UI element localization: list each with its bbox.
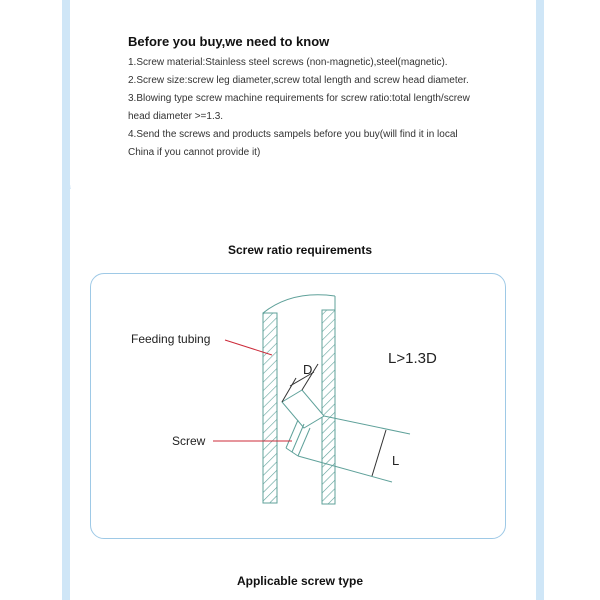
screw-label: Screw: [172, 434, 206, 448]
ratio-formula: L>1.3D: [388, 350, 437, 367]
screw-type-section-title: Applicable screw type: [236, 574, 364, 588]
d-label: D: [303, 362, 313, 377]
feeding-tubing-label: Feeding tubing: [131, 332, 211, 346]
ratio-section-title: Screw ratio requirements: [227, 243, 373, 257]
l-label: L: [392, 453, 400, 468]
screw-shape: [282, 390, 324, 456]
notice-item-samples: 4.Send the screws and products sampels before you buy(will find it in local China if you cannot provide it): [128, 129, 458, 158]
tube-wall-right: [322, 310, 335, 504]
tube-wall-left: [263, 313, 277, 503]
notice-item-material: 1.Screw material:Stainless steel screws (non-magnetic),steel(magnetic).: [128, 57, 448, 68]
notice-item-ratio: 3.Blowing type screw machine requirements for screw ratio:total length/screw head diameter >=1.3.: [128, 93, 470, 122]
l-dimension: [298, 416, 410, 482]
notice-item-size: 2.Screw size:screw leg diameter,screw total length and screw head diameter.: [128, 75, 469, 86]
notice-heading: Before you buy,we need to know: [128, 34, 330, 49]
